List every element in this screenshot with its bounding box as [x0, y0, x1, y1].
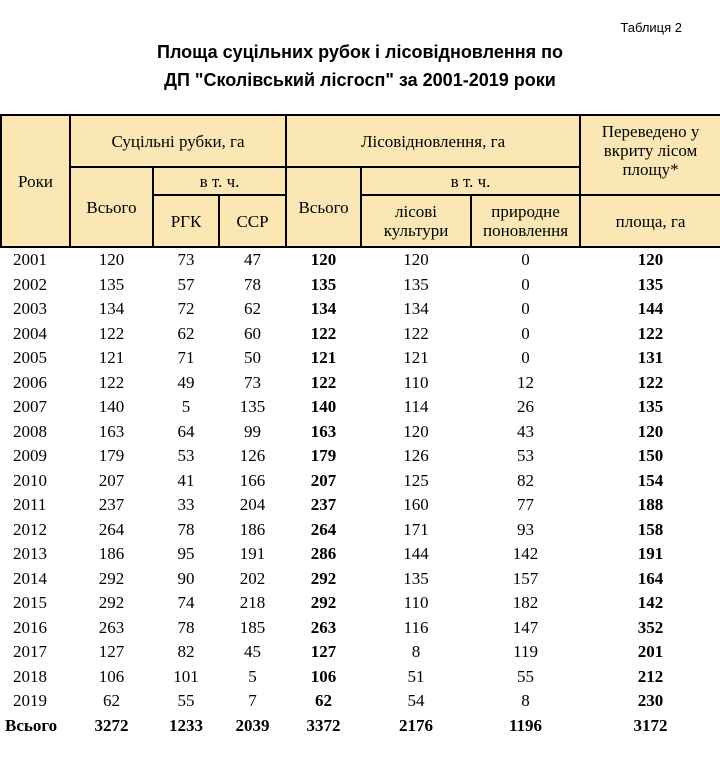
- cell-ssr: 45: [244, 642, 262, 662]
- cell-ssr: 99: [244, 421, 262, 441]
- cell-natural: 182: [512, 593, 539, 613]
- cell-area: 120: [637, 421, 664, 441]
- cell-natural: 1196: [509, 715, 543, 735]
- cell-cultures: 134: [403, 299, 429, 319]
- cell-rgk: 5: [181, 397, 191, 417]
- cell-area: 188: [637, 495, 664, 515]
- cell-total: 207: [98, 470, 125, 490]
- table-row: [1, 322, 720, 347]
- table-row: [1, 395, 720, 420]
- cell-total: 3272: [94, 715, 129, 735]
- cell-ref-total: 292: [310, 593, 337, 613]
- cell-ref-total: 122: [310, 372, 337, 392]
- header-ssr: ССР: [219, 195, 286, 247]
- cell-total: 186: [98, 544, 125, 564]
- cell-natural: 0: [521, 250, 530, 270]
- cell-rgk: 55: [177, 691, 195, 711]
- cell-total: 264: [98, 519, 125, 539]
- cell-cultures: 135: [403, 274, 429, 294]
- table-row: [1, 640, 720, 665]
- cell-total-label: Всього: [5, 715, 58, 735]
- table-row: [1, 518, 720, 543]
- cell-total: 135: [98, 274, 125, 294]
- table-row: [1, 567, 720, 592]
- cell-rgk: 82: [177, 642, 195, 662]
- cell-year: 2002: [13, 274, 47, 294]
- cell-rgk: 33: [177, 495, 195, 515]
- cell-year: 2004: [13, 323, 47, 343]
- cell-natural: 142: [512, 544, 539, 564]
- cell-total: 62: [103, 691, 120, 711]
- cell-ref-total: 292: [310, 568, 337, 588]
- header-reforestation-incl: в т. ч.: [361, 167, 580, 195]
- cell-cultures: 54: [407, 691, 425, 711]
- cell-year: 2001: [13, 250, 47, 270]
- cell-area: 135: [637, 397, 664, 417]
- header-clearcuts: Суцільні рубки, га: [70, 115, 286, 167]
- cell-ssr: 126: [239, 446, 266, 466]
- table-row: [1, 616, 720, 641]
- cell-ssr: 2039: [235, 715, 270, 735]
- cell-cultures: 110: [403, 372, 429, 392]
- cell-rgk: 1233: [169, 715, 203, 735]
- table-body: [1, 247, 720, 738]
- cell-ssr: 47: [244, 250, 262, 270]
- cell-area: 352: [637, 617, 664, 637]
- header-rgk: РГК: [153, 195, 219, 247]
- table-row: [1, 371, 720, 396]
- cell-ssr: 78: [244, 274, 262, 294]
- cell-cultures: 2176: [399, 715, 434, 735]
- cell-natural: 0: [521, 348, 530, 368]
- cell-area: 131: [637, 348, 664, 368]
- cell-natural: 55: [517, 666, 535, 686]
- cell-total: 122: [98, 323, 125, 343]
- cell-rgk: 62: [177, 323, 195, 343]
- cell-year: 2016: [13, 617, 47, 637]
- header-transferred: Переведено у вкриту лісом площу*: [580, 115, 720, 195]
- table-header: [1, 115, 720, 247]
- cell-ssr: 185: [239, 617, 266, 637]
- cell-ssr: 5: [248, 666, 257, 686]
- cell-cultures: 144: [403, 544, 429, 564]
- cell-year: 2013: [13, 544, 47, 564]
- cell-ref-total: 237: [310, 495, 337, 515]
- title-line-1: Площа суцільних рубок і лісовідновлення по: [157, 42, 563, 62]
- cell-total: 106: [98, 666, 125, 686]
- cell-ssr: 166: [239, 470, 266, 490]
- table-row: [1, 542, 720, 567]
- cell-natural: 0: [521, 323, 530, 343]
- header-natural-renewal: природне поновлення: [471, 195, 580, 247]
- cell-ssr: 186: [239, 519, 266, 539]
- cell-rgk: 78: [177, 519, 195, 539]
- cell-area: 230: [637, 691, 664, 711]
- cell-ref-total: 121: [310, 348, 337, 368]
- cell-total: 127: [98, 642, 125, 662]
- cell-rgk: 73: [177, 250, 195, 270]
- header-reforestation-total: Всього: [286, 167, 361, 247]
- cell-ref-total: 263: [310, 617, 337, 637]
- cell-rgk: 64: [177, 421, 195, 441]
- totals-row: [1, 714, 720, 739]
- cell-total: 263: [98, 617, 125, 637]
- cell-rgk: 41: [177, 470, 195, 490]
- cell-year: 2005: [13, 348, 47, 368]
- cell-area: 120: [637, 250, 664, 270]
- cell-year: 2014: [13, 568, 47, 588]
- table-number-label: Таблиця 2: [620, 20, 682, 35]
- cell-ref-total: 62: [315, 691, 333, 711]
- cell-total: 163: [98, 421, 125, 441]
- cell-rgk: 90: [177, 568, 195, 588]
- table-row: [1, 665, 720, 690]
- cell-ref-total: 163: [310, 421, 337, 441]
- cell-ref-total: 179: [310, 446, 337, 466]
- cell-ssr: 191: [239, 544, 266, 564]
- table-row: [1, 689, 720, 714]
- data-table: [0, 114, 720, 738]
- cell-year: 2017: [13, 642, 47, 662]
- cell-total: 237: [98, 495, 125, 515]
- cell-area: 144: [637, 299, 664, 319]
- header-years: Роки: [1, 115, 70, 247]
- cell-cultures: 160: [403, 495, 429, 515]
- cell-total: 179: [98, 446, 125, 466]
- cell-total: 122: [98, 372, 125, 392]
- cell-natural: 43: [517, 421, 535, 441]
- cell-cultures: 116: [403, 617, 429, 637]
- cell-total: 292: [98, 593, 125, 613]
- cell-year: 2008: [13, 421, 47, 441]
- cell-natural: 53: [517, 446, 535, 466]
- cell-total: 120: [98, 250, 125, 270]
- cell-rgk: 57: [177, 274, 195, 294]
- cell-rgk: 53: [177, 446, 195, 466]
- cell-total: 140: [98, 397, 125, 417]
- cell-rgk: 101: [173, 666, 199, 686]
- cell-natural: 82: [517, 470, 535, 490]
- cell-area: 212: [637, 666, 664, 686]
- table-row: [1, 591, 720, 616]
- cell-rgk: 72: [177, 299, 195, 319]
- cell-area: 164: [637, 568, 664, 588]
- cell-ref-total: 3372: [306, 715, 341, 735]
- cell-rgk: 49: [177, 372, 195, 392]
- header-forest-cultures: лісові культури: [361, 195, 471, 247]
- cell-cultures: 8: [411, 642, 421, 662]
- cell-cultures: 122: [403, 323, 429, 343]
- cell-ssr: 202: [239, 568, 266, 588]
- cell-rgk: 78: [177, 617, 195, 637]
- cell-ssr: 204: [239, 495, 266, 515]
- cell-natural: 12: [517, 372, 535, 392]
- cell-area: 150: [637, 446, 664, 466]
- cell-total: 121: [98, 348, 125, 368]
- cell-area: 142: [637, 593, 664, 613]
- cell-natural: 93: [517, 519, 535, 539]
- cell-year: 2018: [13, 666, 47, 686]
- cell-ref-total: 134: [310, 299, 337, 319]
- cell-cultures: 110: [403, 593, 429, 613]
- cell-year: 2009: [13, 446, 47, 466]
- cell-year: 2007: [13, 397, 47, 417]
- table-title: [0, 38, 720, 94]
- table-row: [1, 444, 720, 469]
- cell-year: 2012: [13, 519, 47, 539]
- cell-rgk: 74: [177, 593, 195, 613]
- cell-ssr: 7: [248, 691, 257, 711]
- table-row: [1, 247, 720, 273]
- cell-natural: 0: [521, 274, 530, 294]
- cell-ssr: 60: [244, 323, 262, 343]
- cell-area: 122: [637, 372, 664, 392]
- cell-area: 201: [637, 642, 664, 662]
- cell-cultures: 120: [403, 250, 429, 270]
- cell-ref-total: 120: [310, 250, 337, 270]
- cell-cultures: 121: [403, 348, 429, 368]
- cell-natural: 77: [517, 495, 535, 515]
- table-row: [1, 297, 720, 322]
- cell-area: 191: [637, 544, 664, 564]
- header-area: площа, га: [580, 195, 720, 247]
- cell-year: 2006: [13, 372, 47, 392]
- title-line-2: ДП "Сколівський лісгосп" за 2001-2019 роки: [164, 70, 556, 90]
- cell-rgk: 95: [177, 544, 195, 564]
- cell-ssr: 62: [244, 299, 262, 319]
- cell-year: 2011: [13, 495, 47, 515]
- cell-cultures: 135: [403, 568, 429, 588]
- cell-ssr: 73: [244, 372, 262, 392]
- cell-natural: 147: [512, 617, 539, 637]
- cell-year: 2015: [13, 593, 47, 613]
- cell-area: 122: [637, 323, 664, 343]
- cell-ref-total: 264: [310, 519, 337, 539]
- cell-ssr: 218: [239, 593, 266, 613]
- cell-ref-total: 207: [310, 470, 337, 490]
- cell-ref-total: 127: [310, 642, 337, 662]
- table-row: [1, 346, 720, 371]
- cell-natural: 0: [521, 299, 530, 319]
- cell-ref-total: 106: [310, 666, 337, 686]
- cell-year: 2019: [13, 691, 47, 711]
- cell-natural: 8: [521, 691, 530, 711]
- header-reforestation: Лісовідновлення, га: [286, 115, 580, 167]
- cell-area: 154: [637, 470, 664, 490]
- cell-area: 135: [637, 274, 664, 294]
- cell-year: 2010: [13, 470, 47, 490]
- cell-area: 3172: [633, 715, 668, 735]
- cell-year: 2003: [13, 299, 47, 319]
- cell-ref-total: 286: [310, 544, 337, 564]
- cell-cultures: 125: [403, 470, 429, 490]
- cell-cultures: 171: [403, 519, 429, 539]
- cell-total: 292: [98, 568, 125, 588]
- cell-natural: 119: [513, 642, 538, 662]
- cell-ref-total: 135: [310, 274, 337, 294]
- table-row: [1, 469, 720, 494]
- table-row: [1, 493, 720, 518]
- cell-cultures: 120: [403, 421, 429, 441]
- header-clearcuts-incl: в т. ч.: [153, 167, 286, 195]
- cell-cultures: 126: [403, 446, 429, 466]
- cell-ssr: 50: [244, 348, 262, 368]
- cell-ssr: 135: [239, 397, 266, 417]
- cell-natural: 26: [517, 397, 535, 417]
- header-clearcuts-total: Всього: [70, 167, 153, 247]
- cell-ref-total: 140: [310, 397, 337, 417]
- cell-natural: 157: [512, 568, 539, 588]
- cell-total: 134: [98, 299, 125, 319]
- cell-cultures: 114: [403, 397, 429, 417]
- cell-area: 158: [637, 519, 664, 539]
- cell-rgk: 71: [177, 348, 195, 368]
- cell-ref-total: 122: [310, 323, 337, 343]
- cell-cultures: 51: [407, 666, 425, 686]
- table-row: [1, 420, 720, 445]
- table-row: [1, 273, 720, 298]
